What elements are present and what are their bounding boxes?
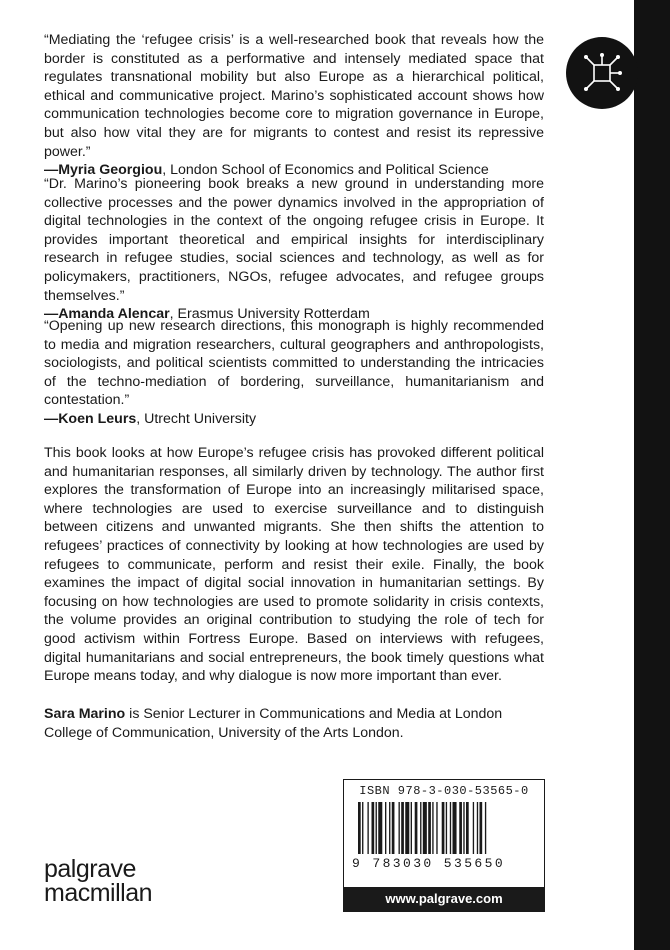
barcode-bar xyxy=(446,802,447,854)
barcode-bar xyxy=(485,802,486,854)
endorsement-2 xyxy=(44,175,544,324)
quote-text: “Mediating the ‘refugee crisis’ is a well-researched book that reveals how the border is constituted as a performative and intensely mediated space that regulates transnational mobility but also Europe as a hierarchical political, ethical and communicative project. Marino’s sophisticated account shows how communication technologies become core to migration governance in Europe, but also how vital they are for migrants to contest and resist its repressive power.” xyxy=(44,32,544,160)
barcode-bar xyxy=(376,802,377,854)
barcode-bar xyxy=(453,802,457,854)
book-description xyxy=(44,444,544,686)
endorser-name: —Koen Leurs xyxy=(44,410,137,427)
book-spine xyxy=(634,0,670,950)
barcode-bar xyxy=(401,802,404,854)
publisher-logo xyxy=(44,857,152,905)
barcode-bar xyxy=(480,802,483,854)
quote-attribution xyxy=(44,410,544,429)
ean-digits: 9 783030 535650 xyxy=(352,856,506,871)
barcode-bar xyxy=(463,802,464,854)
barcode-bar xyxy=(466,802,469,854)
barcode-bar xyxy=(367,802,368,854)
barcode-bar xyxy=(399,802,400,854)
endorser-name: —Myria Georgiou xyxy=(44,162,163,179)
barcode-bar xyxy=(459,802,462,854)
palgrave-logo-badge xyxy=(566,37,638,109)
barcode-bar xyxy=(432,802,433,854)
barcode-bar xyxy=(415,802,418,854)
barcode-bar xyxy=(473,802,474,854)
author-bio-text: is Senior Lecturer in Communications and Media at London College of Communication, University of the Arts London. xyxy=(44,706,503,741)
quote-text: “Dr. Marino’s pioneering book breaks a new ground in understanding more collective processes and the power dynamics involved in the appropriation of digital technologies in the context of the ongoing refugee crisis in Europe. It provides important theoretical and empirical insights for interdisciplinary research in refugee studies, social sciences and technology, as well as for policymakers, practitioners, NGOs, refugee advocates, and refugee groups themselves.” xyxy=(44,176,544,304)
quote-text: “Opening up new research directions, this monograph is highly recommended to media and migration researchers, cultural geographers and anthropologists, sociologists, and political scientists committed to understanding the intricacies of the techno-mediation of bordering, surveillance, humanitarianism and contestation.” xyxy=(44,318,544,409)
barcode-bar xyxy=(420,802,421,854)
barcode-bar xyxy=(385,802,386,854)
barcode-bar xyxy=(450,802,451,854)
barcode-bar xyxy=(378,802,382,854)
barcode-bar xyxy=(389,802,390,854)
barcode-bar xyxy=(411,802,412,854)
barcode-bar xyxy=(477,802,478,854)
author-name: Sara Marino xyxy=(44,706,126,722)
endorser-affiliation: , Utrecht University xyxy=(136,410,257,427)
endorser-affiliation: , Erasmus University Rotterdam xyxy=(169,306,370,323)
publisher-url: www.palgrave.com xyxy=(344,887,544,911)
barcode-bar xyxy=(392,802,395,854)
endorser-name: —Amanda Alencar xyxy=(44,306,170,323)
barcode-bar xyxy=(358,802,361,854)
publisher-name-line2: macmillan xyxy=(44,879,153,907)
endorsement-3 xyxy=(44,317,544,429)
barcode-bar xyxy=(428,802,431,854)
barcode-bar xyxy=(362,802,363,854)
endorsement-1 xyxy=(44,31,544,180)
barcode-bar xyxy=(372,802,375,854)
author-bio xyxy=(44,705,544,742)
barcode-bar xyxy=(405,802,409,854)
isbn-barcode-box xyxy=(343,779,545,912)
barcode-bar xyxy=(423,802,427,854)
barcode-bar xyxy=(436,802,437,854)
publisher-name-line1: palgrave xyxy=(44,855,136,883)
network-icon xyxy=(582,53,622,93)
isbn-label: ISBN 978-3-030-53565-0 xyxy=(359,784,529,798)
barcode-bar xyxy=(442,802,445,854)
endorser-affiliation: , London School of Economics and Political Science xyxy=(162,162,489,179)
description-text: This book looks at how Europe’s refugee crisis has provoked different political and humanitarian responses, all similarly driven by technology. The author first explores the transformation of Europe into an increasingly militarised space, where technologies are used to exercise surveillance and to distinguish between citizens and unwanted migrants. She then shifts the attention to refugees’ practices of connectivity by looking at how technologies are used by refugees to communicate, perform and resist their exile. Finally, the book examines the impact of digital social innovation in humanitarian settings. By focusing on how technologies are used to promote solidarity in crisis contexts, the volume provides an original contribution to studying the role of tech for good activism within Fortress Europe. Based on interviews with refugees, digital humanitarians and social entrepreneurs, the book timely questions what Europe means today, and why dialogue is now more important than ever. xyxy=(44,445,544,685)
